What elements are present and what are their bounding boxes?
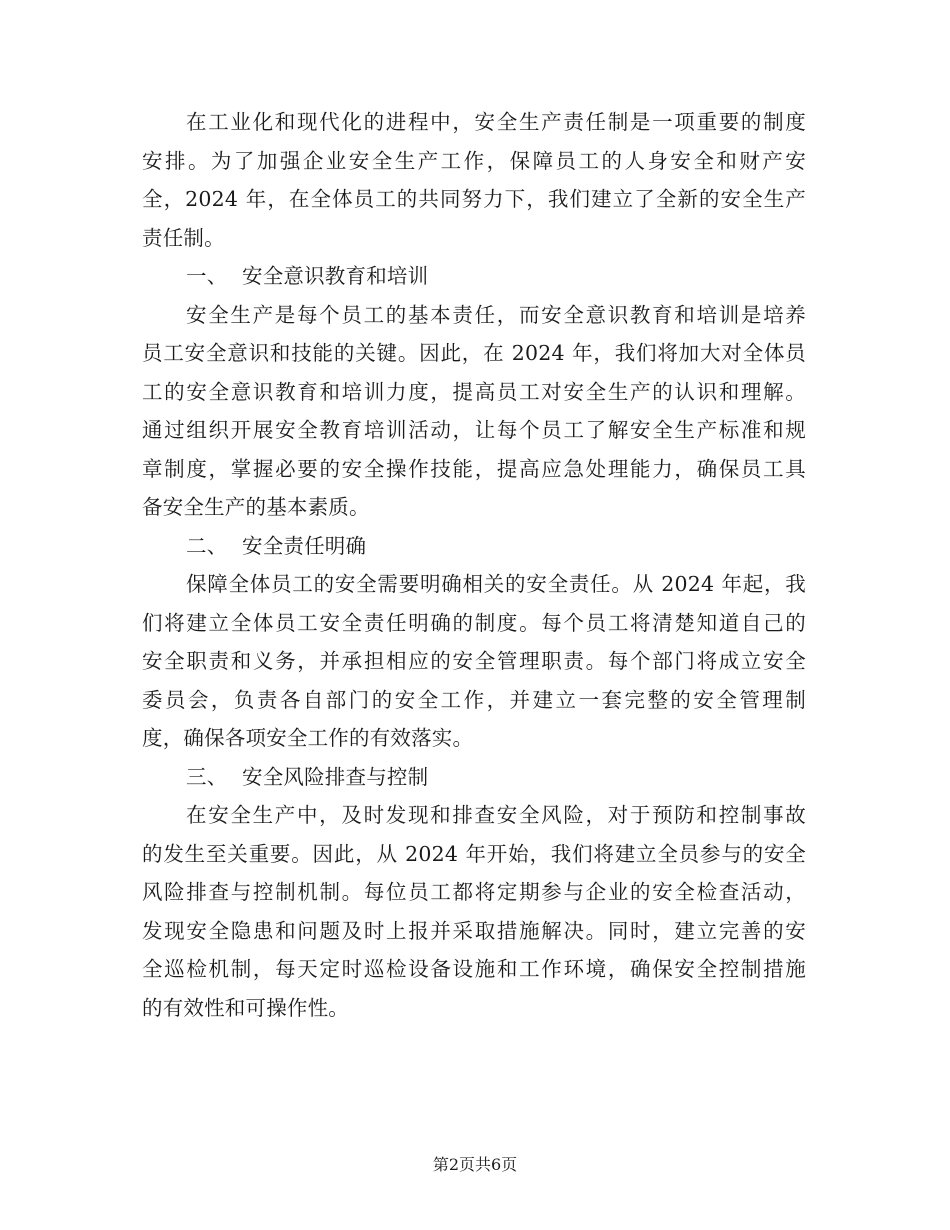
- text-line: 保障全体员工的安全需要明确相关的安全责任。从 2024 年起，我: [186, 572, 806, 596]
- text-line: 通过组织开展安全教育培训活动，让每个员工了解安全生产标准和规: [142, 418, 806, 442]
- text-line: 安排。为了加强企业安全生产工作，保障员工的人身安全和财产安: [142, 148, 806, 173]
- section-title: 安全责任明确: [242, 533, 367, 558]
- section-number: 一、: [186, 264, 228, 288]
- text-line: 们将建立全体员工安全责任明确的制度。每个员工将清楚知道自己的: [142, 610, 806, 635]
- text-line: 工的安全意识教育和培训力度，提高员工对安全生产的认识和理解。: [142, 379, 806, 404]
- document-body: [142, 103, 806, 1027]
- text-line: 风险排查与控制机制。每位员工都将定期参与企业的安全检查活动，: [142, 880, 806, 904]
- section-heading-2: [142, 527, 806, 566]
- paragraph-responsibility: [142, 565, 806, 758]
- section-number: 二、: [186, 533, 228, 558]
- text-line: 在工业化和现代化的进程中，安全生产责任制是一项重要的制度: [186, 110, 806, 134]
- text-line: 的有效性和可操作性。: [142, 995, 349, 1020]
- paragraph-safety-education: [142, 296, 806, 527]
- text-line: 全，2024 年，在全体员工的共同努力下，我们建立了全新的安全生产: [142, 187, 806, 211]
- paragraph-risk-control: [142, 796, 806, 1027]
- section-title: 安全意识教育和培训: [242, 264, 429, 288]
- text-line: 安全职责和义务，并承担相应的安全管理职责。每个部门将成立安全: [142, 649, 806, 673]
- text-line: 的发生至关重要。因此，从 2024 年开始，我们将建立全员参与的安全: [142, 841, 806, 866]
- text-line: 员工安全意识和技能的关键。因此，在 2024 年，我们将加大对全体员: [142, 341, 806, 365]
- text-line: 章制度，掌握必要的安全操作技能，提高应急处理能力，确保员工具: [142, 456, 806, 481]
- paragraph-intro: [142, 103, 806, 257]
- text-line: 委员会，负责各自部门的安全工作，并建立一套完整的安全管理制: [142, 687, 806, 712]
- text-line: 发现安全隐患和问题及时上报并采取措施解决。同时，建立完善的安: [142, 918, 806, 943]
- section-heading-1: [142, 257, 806, 296]
- section-title: 安全风险排查与控制: [242, 764, 429, 789]
- text-line: 责任制。: [142, 225, 225, 250]
- text-line: 在安全生产中，及时发现和排查安全风险，对于预防和控制事故: [186, 803, 806, 827]
- text-line: 全巡检机制，每天定时巡检设备设施和工作环境，确保安全控制措施: [142, 957, 806, 981]
- section-number: 三、: [186, 764, 228, 789]
- text-line: 安全生产是每个员工的基本责任，而安全意识教育和培训是培养: [186, 302, 806, 327]
- section-heading-3: [142, 758, 806, 797]
- text-line: 备安全生产的基本素质。: [142, 495, 370, 519]
- page-number: 第2页共6页: [432, 1155, 518, 1174]
- text-line: 度，确保各项安全工作的有效落实。: [142, 726, 474, 750]
